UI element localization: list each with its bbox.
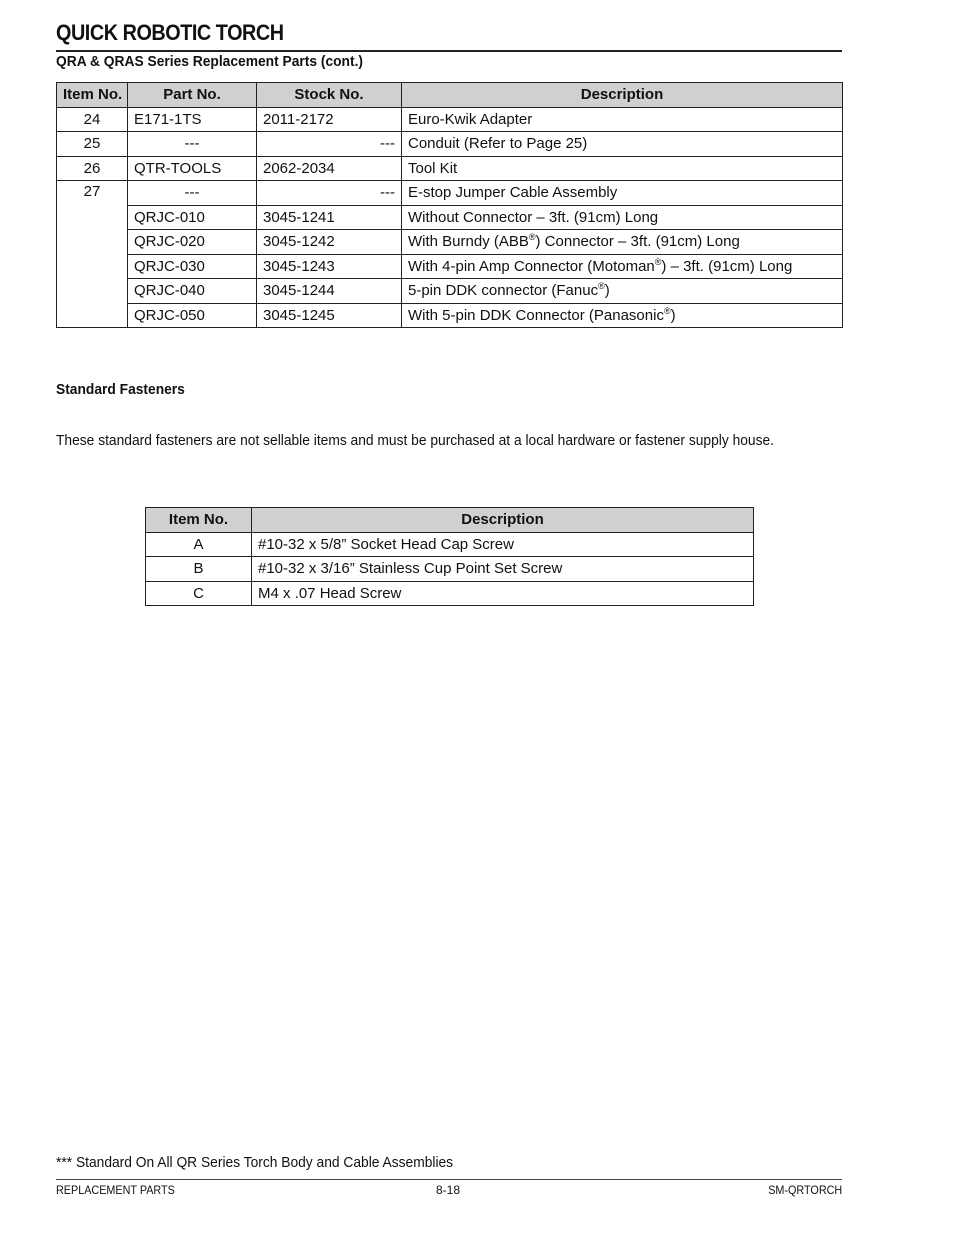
description-cell (402, 254, 843, 279)
table-row (146, 532, 754, 557)
item-no-cell: 25 (57, 132, 128, 157)
description-cell: M4 x .07 Head Screw (252, 581, 754, 606)
part-no-cell: --- (128, 181, 257, 206)
header-description: Description (402, 83, 843, 108)
fasteners-table-header (146, 508, 754, 533)
stock-no-cell: 3045-1241 (257, 205, 402, 230)
stock-no-cell: 3045-1243 (257, 254, 402, 279)
stock-no-cell: 2062-2034 (257, 156, 402, 181)
table-row (57, 279, 843, 304)
part-no-cell: QTR-TOOLS (128, 156, 257, 181)
item-no-cell: B (146, 557, 252, 582)
table-row (57, 230, 843, 255)
part-no-cell: QRJC-040 (128, 279, 257, 304)
page-title: QUICK ROBOTIC TORCH (56, 20, 284, 45)
footer-section-name: REPLACEMENT PARTS (56, 1183, 175, 1197)
item-no-cell: A (146, 532, 252, 557)
section-subtitle: QRA & QRAS Series Replacement Parts (cont.) (56, 53, 364, 70)
table-row (57, 181, 843, 206)
table-row (57, 132, 843, 157)
footnote: *** Standard On All QR Series Torch Body and Cable Assemblies (56, 1154, 454, 1171)
title-divider (56, 50, 842, 52)
table-row (146, 557, 754, 582)
header-part-no: Part No. (128, 83, 257, 108)
item-no-cell: 24 (57, 107, 128, 132)
table-row (146, 581, 754, 606)
stock-no-cell: 3045-1245 (257, 303, 402, 328)
part-no-cell: QRJC-020 (128, 230, 257, 255)
fasteners-heading: Standard Fasteners (56, 381, 185, 398)
registered-mark: ® (598, 281, 605, 292)
table-row (57, 303, 843, 328)
description-cell: Conduit (Refer to Page 25) (402, 132, 843, 157)
page-number: 8-18 (436, 1183, 461, 1197)
description-text: ) – 3ft. (91cm) Long (661, 257, 793, 275)
description-cell: #10-32 x 3/16” Stainless Cup Point Set Screw (252, 557, 754, 582)
description-text: ) Connector – 3ft. (91cm) Long (535, 233, 740, 251)
description-cell: Euro-Kwik Adapter (402, 107, 843, 132)
table-row (57, 254, 843, 279)
part-no-cell: QRJC-050 (128, 303, 257, 328)
header-item-no: Item No. (57, 83, 128, 108)
registered-mark: ® (654, 256, 662, 267)
description-text: ) (604, 282, 610, 300)
description-cell: Tool Kit (402, 156, 843, 181)
description-text: 5-pin DDK connector (Fanuc (408, 282, 599, 300)
fasteners-table (145, 507, 754, 606)
parts-table (56, 82, 843, 328)
part-no-cell: QRJC-010 (128, 205, 257, 230)
part-no-cell: QRJC-030 (128, 254, 257, 279)
description-text: With Burndy (ABB (408, 233, 529, 251)
description-text: With 5-pin DDK Connector (Panasonic (408, 306, 664, 324)
description-text: ) (670, 306, 676, 324)
description-text: With 4-pin Amp Connector (Motoman (408, 257, 655, 275)
stock-no-cell: 2011-2172 (257, 107, 402, 132)
header-item-no: Item No. (146, 508, 252, 533)
footer-divider (56, 1179, 842, 1180)
description-cell (402, 303, 843, 328)
stock-no-cell: 3045-1242 (257, 230, 402, 255)
description-cell (402, 279, 843, 304)
item-no-cell: 27 (57, 181, 128, 328)
table-row (57, 107, 843, 132)
stock-no-cell: --- (257, 181, 402, 206)
header-stock-no: Stock No. (257, 83, 402, 108)
description-cell (402, 230, 843, 255)
stock-no-cell: 3045-1244 (257, 279, 402, 304)
fasteners-paragraph: These standard fasteners are not sellable items and must be purchased at a local hardware or fastener supply house. (56, 432, 775, 449)
header-description: Description (252, 508, 754, 533)
description-cell: #10-32 x 5/8” Socket Head Cap Screw (252, 532, 754, 557)
table-row (57, 205, 843, 230)
registered-mark: ® (528, 232, 536, 243)
description-cell: E-stop Jumper Cable Assembly (402, 181, 843, 206)
registered-mark: ® (663, 305, 671, 316)
item-no-cell: C (146, 581, 252, 606)
parts-table-header (57, 83, 843, 108)
footer-doc-code: SM-QRTORCH (767, 1183, 842, 1197)
table-row (57, 156, 843, 181)
description-cell: Without Connector – 3ft. (91cm) Long (402, 205, 843, 230)
part-no-cell: E171-1TS (128, 107, 257, 132)
item-no-cell: 26 (57, 156, 128, 181)
stock-no-cell: --- (257, 132, 402, 157)
part-no-cell: --- (128, 132, 257, 157)
